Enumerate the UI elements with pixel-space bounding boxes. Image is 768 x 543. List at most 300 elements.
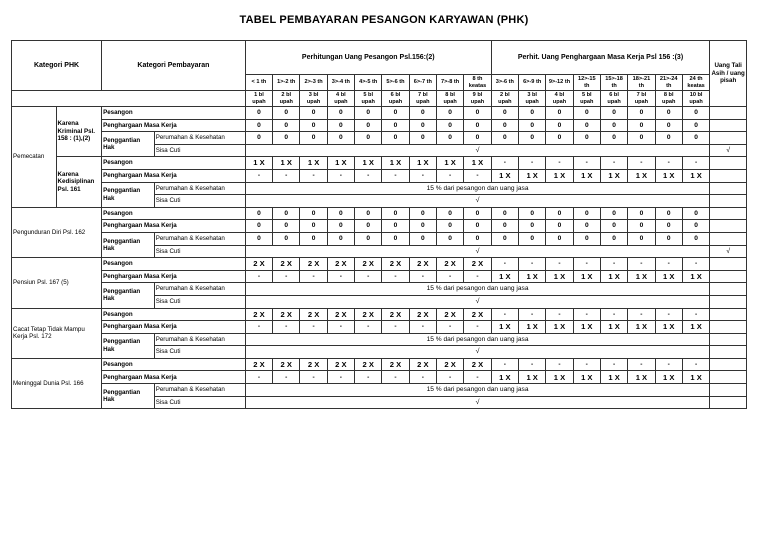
value-zero: 0 [600, 232, 627, 245]
value-zero: 0 [273, 232, 300, 245]
header-upah: 7 bl upah [409, 91, 436, 107]
header-upah: 8 bl upah [436, 91, 463, 107]
upmk-value: 1 X [491, 321, 518, 334]
table-row [12, 107, 747, 120]
table-row [12, 270, 747, 283]
upmk-value: - [682, 157, 709, 170]
table-row [12, 283, 747, 296]
upmk-value: 1 X [546, 270, 573, 283]
upmk-value: - [628, 308, 655, 321]
header-range: 8 th keatas [464, 75, 491, 91]
header-upah: 1 bl upah [245, 91, 272, 107]
pesangon-value: 0 [245, 207, 272, 220]
pesangon-value: - [464, 371, 491, 384]
label-upmk: Penghargaan Masa Kerja [102, 119, 246, 132]
upmk-value: - [546, 157, 573, 170]
upmk-value: 0 [682, 107, 709, 120]
pesangon-value: 2 X [327, 308, 354, 321]
upmk-value: 1 X [628, 270, 655, 283]
pesangon-value: - [464, 321, 491, 334]
value-zero: 0 [655, 232, 682, 245]
pesangon-value: 0 [409, 107, 436, 120]
table-row [12, 333, 747, 346]
upmk-value: 0 [655, 207, 682, 220]
upmk-value: 1 X [546, 371, 573, 384]
pesangon-value: - [436, 371, 463, 384]
pesangon-value: 2 X [245, 308, 272, 321]
label-sisa-cuti: Sisa Cuti [154, 295, 245, 308]
upmk-value: - [491, 258, 518, 271]
header-upah: 6 bl upah [600, 91, 627, 107]
value-zero: 0 [546, 132, 573, 145]
pesangon-value: - [245, 321, 272, 334]
pesangon-value: - [436, 321, 463, 334]
header-range: 3>-6 th [491, 75, 518, 91]
pesangon-value: 1 X [300, 157, 327, 170]
header-range: 6>-7 th [409, 75, 436, 91]
pesangon-value: 0 [300, 220, 327, 233]
upmk-value: 1 X [546, 169, 573, 182]
header-range: 21>-24 th [655, 75, 682, 91]
pesangon-value: 0 [436, 220, 463, 233]
tali-asih-cell [710, 169, 747, 182]
upmk-value: 0 [573, 220, 600, 233]
tali-asih-cell [710, 195, 747, 208]
header-range: < 1 th [245, 75, 272, 91]
upmk-value: - [519, 358, 546, 371]
pesangon-value: - [327, 169, 354, 182]
upmk-value: 0 [682, 119, 709, 132]
label-pesangon: Pesangon [102, 358, 246, 371]
header-range: 6>-9 th [519, 75, 546, 91]
header-kategori-phk: Kategori PHK [12, 41, 102, 91]
value-zero: 0 [245, 232, 272, 245]
tali-asih-cell: √ [710, 144, 747, 157]
pesangon-value: 2 X [245, 358, 272, 371]
table-row [12, 321, 747, 334]
upmk-value: - [655, 358, 682, 371]
pesangon-value: - [409, 270, 436, 283]
pesangon-value: 2 X [436, 258, 463, 271]
header-upah: 7 bl upah [628, 91, 655, 107]
upmk-value: 0 [655, 119, 682, 132]
table-row [12, 384, 747, 397]
table-row [12, 91, 747, 107]
table-row [12, 220, 747, 233]
table-row [12, 41, 747, 75]
upmk-value: 0 [519, 220, 546, 233]
pesangon-value: 0 [245, 119, 272, 132]
value-zero: 0 [382, 132, 409, 145]
upmk-value: 0 [491, 107, 518, 120]
tali-asih-cell [710, 232, 747, 245]
value-zero: 0 [546, 232, 573, 245]
header-upah: 2 bl upah [273, 91, 300, 107]
upmk-value: 1 X [519, 169, 546, 182]
label-perumahan: Perumahan & Kesehatan [154, 132, 245, 145]
pesangon-value: 2 X [409, 358, 436, 371]
pesangon-value: - [327, 371, 354, 384]
pesangon-value: 0 [436, 207, 463, 220]
upmk-value: - [682, 258, 709, 271]
header-blank [12, 91, 246, 107]
label-sisa-cuti: Sisa Cuti [154, 346, 245, 359]
value-zero: 0 [273, 132, 300, 145]
upmk-value: 0 [573, 119, 600, 132]
table-row [12, 157, 747, 170]
value-zero: 0 [409, 232, 436, 245]
value-zero: 0 [491, 132, 518, 145]
pesangon-value: 0 [300, 119, 327, 132]
pct-note: 15 % dari pesangon dan uang jasa [245, 384, 710, 397]
header-range: 3>-4 th [327, 75, 354, 91]
pesangon-value: - [409, 321, 436, 334]
upmk-value: 0 [573, 207, 600, 220]
pesangon-value: 0 [382, 119, 409, 132]
pesangon-value: 0 [355, 107, 382, 120]
upmk-value: 1 X [519, 321, 546, 334]
pesangon-value: 0 [382, 207, 409, 220]
header-pesangon-group: Perhitungan Uang Pesangon Psl.156:(2) [245, 41, 491, 75]
pesangon-value: - [273, 169, 300, 182]
upmk-value: 1 X [628, 371, 655, 384]
pesangon-value: 0 [327, 220, 354, 233]
upmk-value: 0 [600, 119, 627, 132]
table-row [12, 371, 747, 384]
header-upah: 3 bl upah [300, 91, 327, 107]
pesangon-value: 0 [273, 119, 300, 132]
pesangon-value: 2 X [273, 308, 300, 321]
upmk-value: 1 X [682, 169, 709, 182]
upmk-value: - [600, 157, 627, 170]
pesangon-value: 0 [382, 107, 409, 120]
pesangon-value: - [273, 371, 300, 384]
label-sisa-cuti: Sisa Cuti [154, 245, 245, 258]
pesangon-value: - [245, 270, 272, 283]
check-mark: √ [245, 195, 710, 208]
pesangon-value: 0 [300, 107, 327, 120]
header-upah: 9 bl upah [464, 91, 491, 107]
pesangon-value: - [245, 169, 272, 182]
pesangon-value: - [355, 321, 382, 334]
upmk-value: 1 X [628, 321, 655, 334]
tali-asih-cell [710, 308, 747, 321]
label-pesangon: Pesangon [102, 258, 246, 271]
value-zero: 0 [573, 132, 600, 145]
upmk-value: 1 X [491, 270, 518, 283]
header-range: 4>-5 th [355, 75, 382, 91]
table-row [12, 182, 747, 195]
pesangon-value: - [273, 321, 300, 334]
upmk-value: 0 [655, 107, 682, 120]
pesangon-value: 0 [273, 207, 300, 220]
pesangon-value: - [464, 169, 491, 182]
header-upah: 4 bl upah [327, 91, 354, 107]
header-range: 7>-8 th [436, 75, 463, 91]
label-perumahan: Perumahan & Kesehatan [154, 232, 245, 245]
label-penggantian-hak: Penggantian Hak [102, 384, 155, 409]
pesangon-value: 2 X [245, 258, 272, 271]
pesangon-value: 1 X [355, 157, 382, 170]
label-pesangon: Pesangon [102, 308, 246, 321]
pesangon-value: 0 [245, 220, 272, 233]
pesangon-value: 0 [409, 207, 436, 220]
tali-asih-cell [710, 132, 747, 145]
value-zero: 0 [519, 132, 546, 145]
upmk-value: 0 [628, 220, 655, 233]
severance-table [11, 40, 747, 409]
upmk-value: - [600, 358, 627, 371]
pesangon-value: - [464, 270, 491, 283]
upmk-value: 0 [519, 107, 546, 120]
upmk-value: 1 X [519, 371, 546, 384]
upmk-value: 1 X [682, 371, 709, 384]
upmk-value: 0 [628, 207, 655, 220]
upmk-value: 1 X [682, 270, 709, 283]
pesangon-value: - [382, 270, 409, 283]
header-range: 24 th keatas [682, 75, 709, 91]
pesangon-value: 0 [464, 107, 491, 120]
pesangon-value: 2 X [355, 308, 382, 321]
pesangon-value: - [300, 169, 327, 182]
upmk-value: 1 X [628, 169, 655, 182]
header-range: 15>-18 th [600, 75, 627, 91]
value-zero: 0 [682, 132, 709, 145]
pesangon-value: 2 X [327, 358, 354, 371]
pesangon-value: 2 X [300, 308, 327, 321]
tali-asih-cell [710, 396, 747, 409]
upmk-value: 1 X [573, 321, 600, 334]
category-indisipliner: Karena Kedisiplinan Psl. 161 [56, 157, 102, 207]
tali-asih-cell [710, 270, 747, 283]
value-zero: 0 [409, 132, 436, 145]
upmk-value: 0 [628, 119, 655, 132]
tali-asih-cell [710, 220, 747, 233]
table-row [12, 308, 747, 321]
pesangon-value: 2 X [409, 258, 436, 271]
value-zero: 0 [300, 132, 327, 145]
upmk-value: 0 [491, 207, 518, 220]
upmk-value: 0 [655, 220, 682, 233]
upmk-value: - [546, 258, 573, 271]
upmk-value: 0 [600, 207, 627, 220]
label-penggantian-hak: Penggantian Hak [102, 333, 155, 358]
tali-asih-cell [710, 371, 747, 384]
upmk-value: 0 [546, 220, 573, 233]
upmk-value: 1 X [546, 321, 573, 334]
upmk-value: - [546, 358, 573, 371]
table-row [12, 132, 747, 145]
tali-asih-cell [710, 358, 747, 371]
value-zero: 0 [655, 132, 682, 145]
upmk-value: 0 [546, 107, 573, 120]
value-zero: 0 [682, 232, 709, 245]
label-sisa-cuti: Sisa Cuti [154, 396, 245, 409]
pesangon-value: 2 X [355, 258, 382, 271]
pesangon-value: 1 X [436, 157, 463, 170]
pesangon-value: 0 [436, 119, 463, 132]
check-mark: √ [245, 295, 710, 308]
value-zero: 0 [464, 232, 491, 245]
table-row [12, 119, 747, 132]
pesangon-value: 2 X [382, 358, 409, 371]
upmk-value: 1 X [491, 169, 518, 182]
upmk-value: - [655, 308, 682, 321]
pesangon-value: - [245, 371, 272, 384]
category-meninggal: Meninggal Dunia Psl. 166 [12, 358, 102, 408]
pesangon-value: 0 [436, 107, 463, 120]
pesangon-value: - [355, 270, 382, 283]
pesangon-value: 2 X [409, 308, 436, 321]
label-upmk: Penghargaan Masa Kerja [102, 270, 246, 283]
header-range: 18>-21 th [628, 75, 655, 91]
upmk-value: 1 X [655, 371, 682, 384]
check-mark: √ [245, 144, 710, 157]
pesangon-value: - [300, 371, 327, 384]
pesangon-value: - [300, 270, 327, 283]
pesangon-value: 2 X [300, 258, 327, 271]
pesangon-value: 0 [327, 107, 354, 120]
upmk-value: - [573, 358, 600, 371]
pesangon-value: 1 X [409, 157, 436, 170]
upmk-value: - [600, 308, 627, 321]
value-zero: 0 [436, 132, 463, 145]
pesangon-value: - [355, 371, 382, 384]
pesangon-value: 0 [355, 207, 382, 220]
tali-asih-cell [710, 157, 747, 170]
tali-asih-cell [710, 384, 747, 397]
value-zero: 0 [436, 232, 463, 245]
label-penggantian-hak: Penggantian Hak [102, 182, 155, 207]
value-zero: 0 [600, 132, 627, 145]
upmk-value: 0 [491, 220, 518, 233]
label-pesangon: Pesangon [102, 107, 246, 120]
upmk-value: 1 X [519, 270, 546, 283]
label-perumahan: Perumahan & Kesehatan [154, 182, 245, 195]
value-zero: 0 [327, 232, 354, 245]
header-range: 9>-12 th [546, 75, 573, 91]
pesangon-value: 0 [355, 220, 382, 233]
category-pengunduran: Pengunduran Diri Psl. 162 [12, 207, 102, 257]
label-perumahan: Perumahan & Kesehatan [154, 283, 245, 296]
header-upah: 6 bl upah [382, 91, 409, 107]
check-mark: √ [245, 346, 710, 359]
table-row [12, 207, 747, 220]
upmk-value: 0 [546, 207, 573, 220]
pesangon-value: 2 X [464, 358, 491, 371]
pct-note: 15 % dari pesangon dan uang jasa [245, 182, 710, 195]
upmk-value: 0 [682, 220, 709, 233]
tali-asih-cell [710, 207, 747, 220]
header-uang-tali-asih: Uang Tali Asih / uang pisah [710, 41, 747, 107]
upmk-value: 0 [546, 119, 573, 132]
upmk-value: - [519, 308, 546, 321]
pesangon-value: 1 X [382, 157, 409, 170]
upmk-value: - [682, 308, 709, 321]
pesangon-value: 0 [327, 207, 354, 220]
pesangon-value: 0 [409, 220, 436, 233]
pesangon-value: 0 [382, 220, 409, 233]
tali-asih-cell [710, 346, 747, 359]
pesangon-value: 0 [464, 220, 491, 233]
category-pensiun: Pensiun Psl. 167 (5) [12, 258, 102, 308]
upmk-value: - [491, 157, 518, 170]
tali-asih-cell [710, 295, 747, 308]
upmk-value: 0 [491, 119, 518, 132]
upmk-value: 1 X [682, 321, 709, 334]
pesangon-value: 2 X [382, 308, 409, 321]
upmk-value: 0 [628, 107, 655, 120]
pct-note: 15 % dari pesangon dan uang jasa [245, 333, 710, 346]
upmk-value: - [628, 258, 655, 271]
label-pesangon: Pesangon [102, 157, 246, 170]
value-zero: 0 [327, 132, 354, 145]
header-kategori-pembayaran: Kategori Pembayaran [102, 41, 246, 91]
upmk-value: - [573, 157, 600, 170]
label-penggantian-hak: Penggantian Hak [102, 283, 155, 308]
tali-asih-cell [710, 333, 747, 346]
value-zero: 0 [464, 132, 491, 145]
label-perumahan: Perumahan & Kesehatan [154, 333, 245, 346]
pesangon-value: 1 X [273, 157, 300, 170]
pesangon-value: 0 [464, 207, 491, 220]
label-upmk: Penghargaan Masa Kerja [102, 321, 246, 334]
category-cacat: Cacat Tetap Tidak Mampu Kerja Psl. 172 [12, 308, 102, 358]
table-row [12, 232, 747, 245]
value-zero: 0 [355, 232, 382, 245]
pesangon-value: 0 [355, 119, 382, 132]
pesangon-value: 2 X [273, 358, 300, 371]
tali-asih-cell: √ [710, 245, 747, 258]
upmk-value: 1 X [655, 270, 682, 283]
header-upah: 10 bl upah [682, 91, 709, 107]
check-mark: √ [245, 396, 710, 409]
value-zero: 0 [245, 132, 272, 145]
pesangon-value: 0 [327, 119, 354, 132]
upmk-value: 1 X [573, 270, 600, 283]
header-upah: 5 bl upah [573, 91, 600, 107]
label-upmk: Penghargaan Masa Kerja [102, 371, 246, 384]
pesangon-value: - [355, 169, 382, 182]
header-upah: 2 bl upah [491, 91, 518, 107]
label-upmk: Penghargaan Masa Kerja [102, 220, 246, 233]
pct-note: 15 % dari pesangon dan uang jasa [245, 283, 710, 296]
label-upmk: Penghargaan Masa Kerja [102, 169, 246, 182]
value-zero: 0 [355, 132, 382, 145]
table-row [12, 169, 747, 182]
upmk-value: - [573, 308, 600, 321]
value-zero: 0 [491, 232, 518, 245]
upmk-value: - [491, 308, 518, 321]
upmk-value: 1 X [573, 371, 600, 384]
upmk-value: 1 X [491, 371, 518, 384]
header-upah: 5 bl upah [355, 91, 382, 107]
category-kriminal: Karena Kriminal Psl. 158 : (1),(2) [56, 107, 102, 157]
pesangon-value: 0 [300, 207, 327, 220]
pesangon-value: 0 [464, 119, 491, 132]
page-title: TABEL PEMBAYARAN PESANGON KARYAWAN (PHK) [239, 14, 529, 26]
tali-asih-cell [710, 107, 747, 120]
upmk-value: 1 X [600, 169, 627, 182]
upmk-value: 0 [573, 107, 600, 120]
pesangon-value: - [382, 169, 409, 182]
pesangon-value: - [382, 371, 409, 384]
pesangon-value: - [409, 169, 436, 182]
label-pesangon: Pesangon [102, 207, 246, 220]
upmk-value: 1 X [655, 169, 682, 182]
pesangon-value: 0 [273, 107, 300, 120]
tali-asih-cell [710, 321, 747, 334]
